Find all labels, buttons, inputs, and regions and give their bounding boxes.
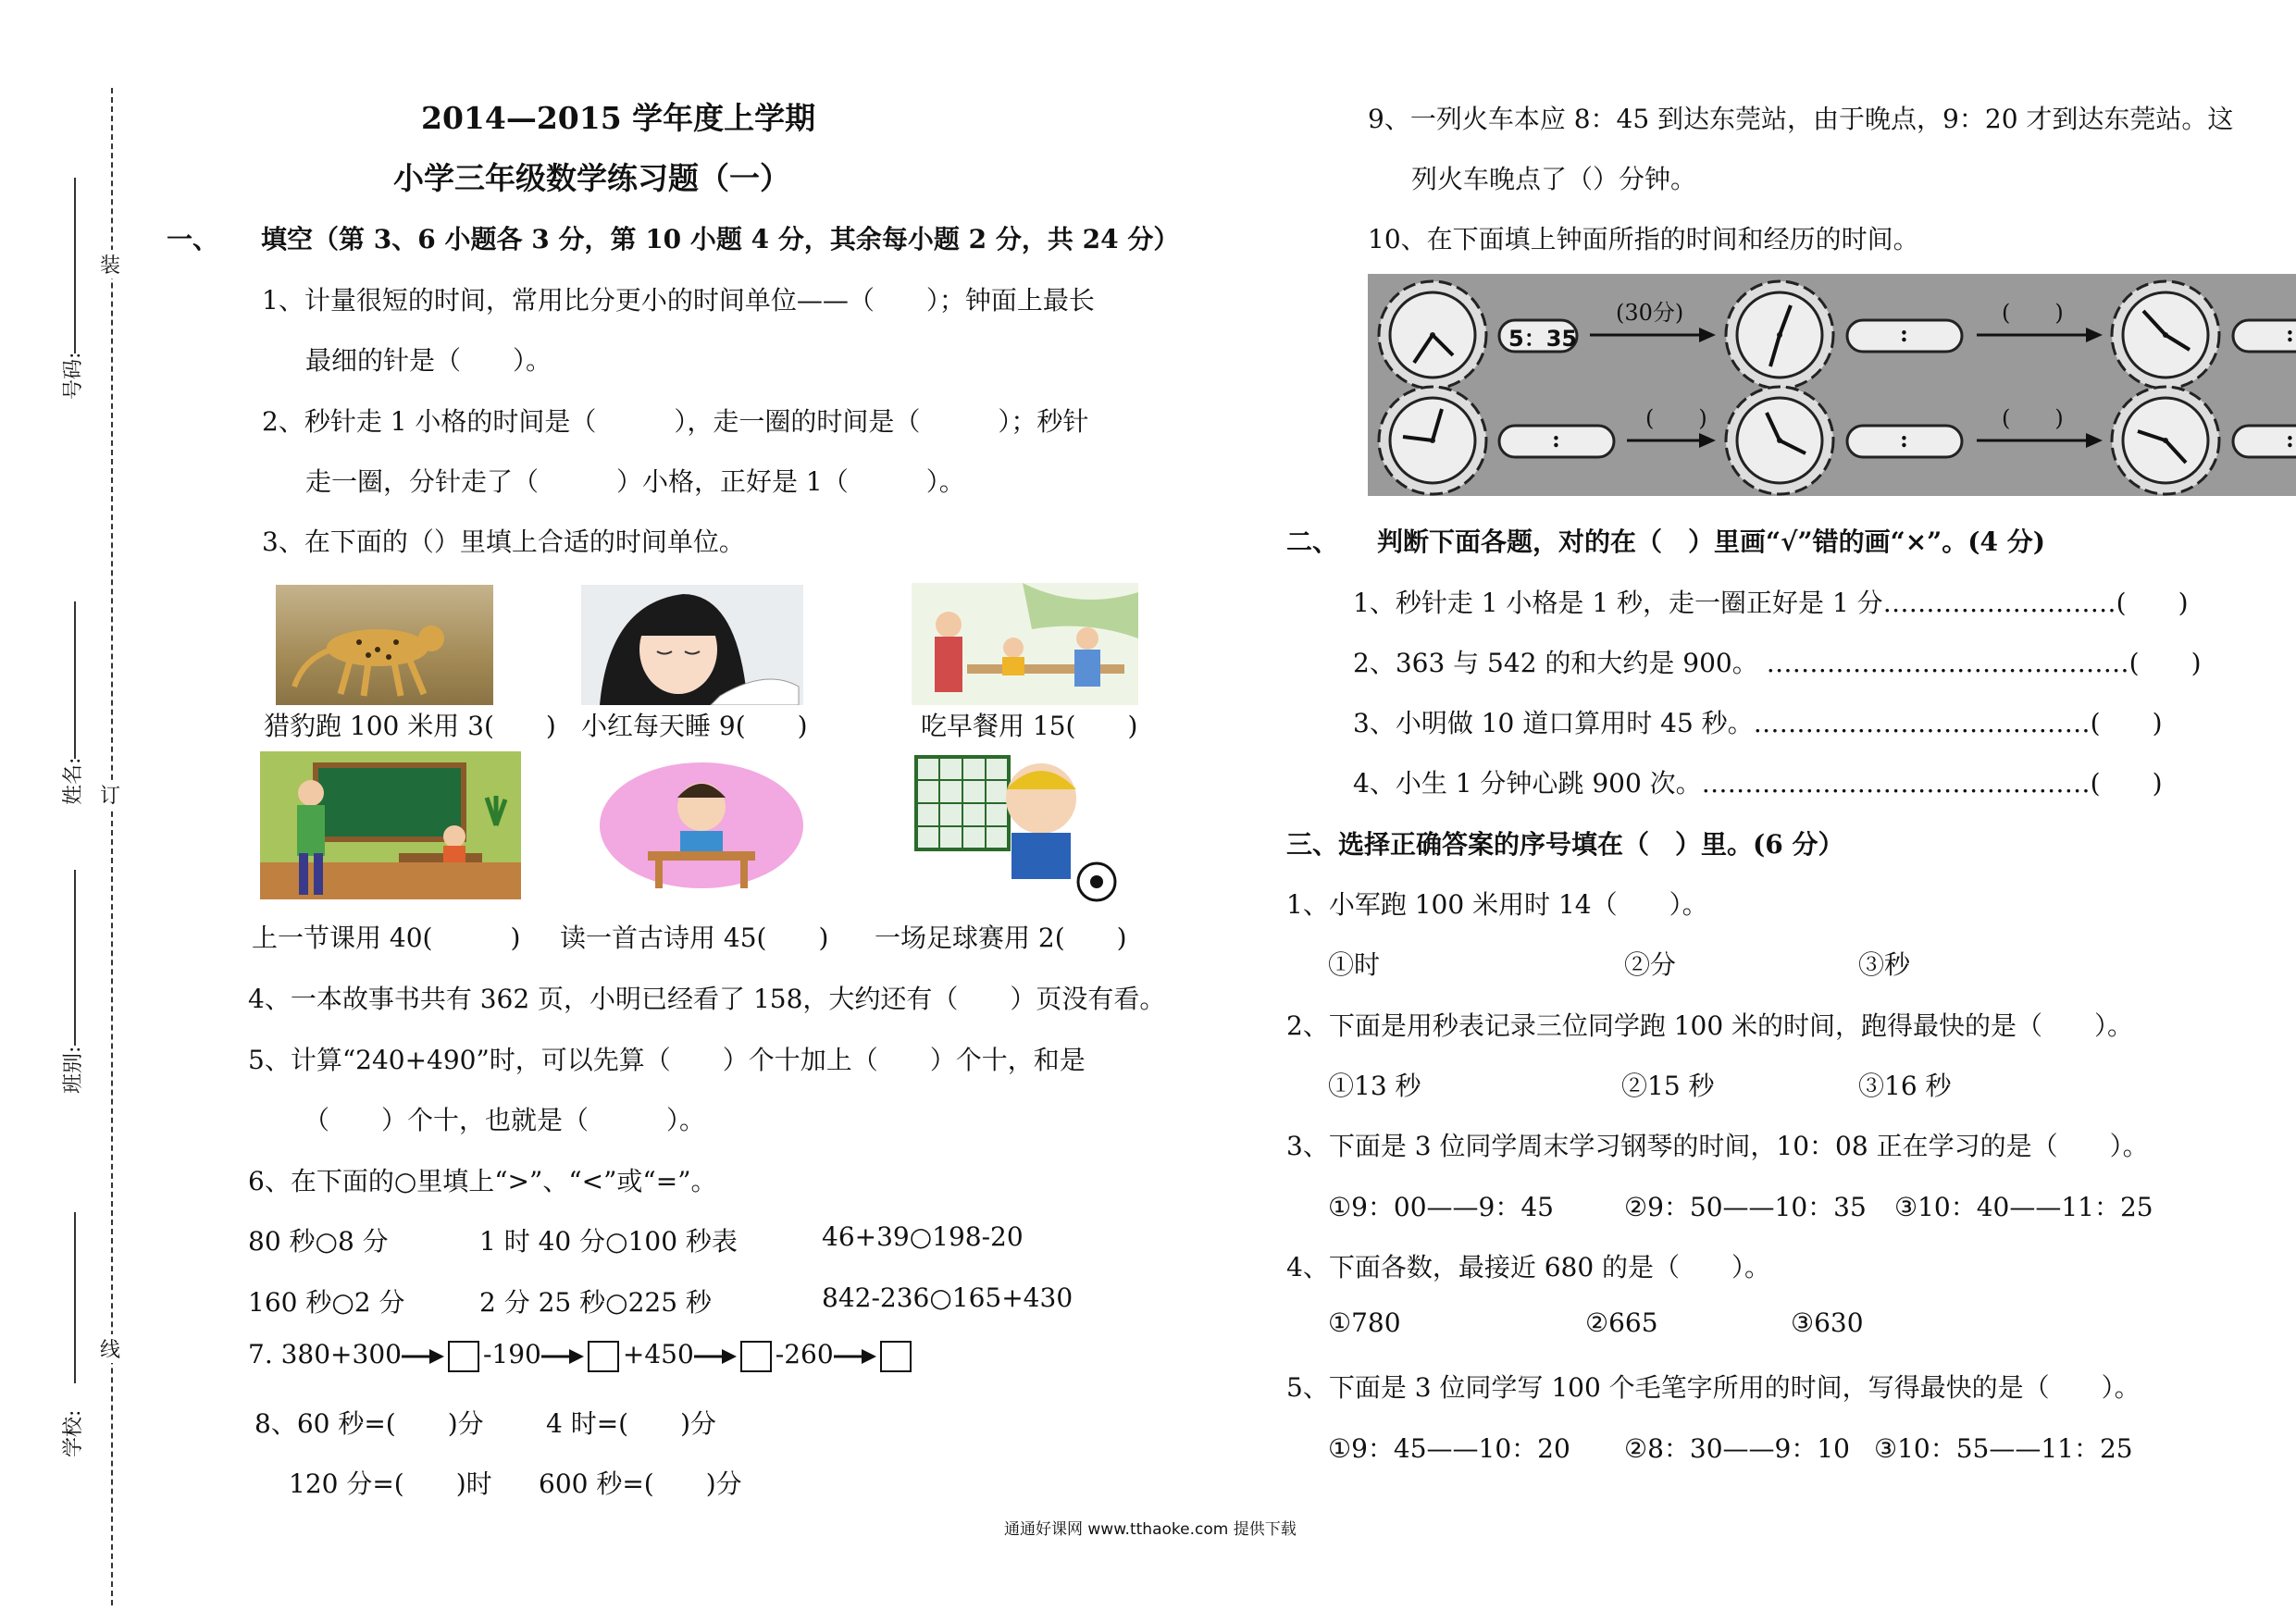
clock-face-icon — [1726, 281, 1833, 389]
clock-figure — [1368, 274, 2296, 496]
q8-item3: 120 分=( )时 — [289, 1468, 492, 1499]
q5-line1: 5、计算“240+490”时，可以先算（ ）个十加上（ ）个十，和是 — [248, 1045, 1086, 1075]
choice-q2-opt2: ②15 秒 — [1621, 1071, 1715, 1101]
caption-poem: 读一首古诗用 45( ) — [560, 923, 829, 953]
choice-q4: 4、下面各数，最接近 680 的是（ ）。 — [1286, 1252, 1771, 1282]
judge-item-3: 3、小明做 10 道口算用时 45 秒。…………………………………( ) — [1353, 708, 2163, 738]
choice-q1-opt1: ①时 — [1328, 949, 1381, 980]
choice-q3-opt1: ①9：00——9：45 — [1328, 1192, 1554, 1222]
arrow-icon — [834, 1347, 876, 1366]
school-label: 学校: — [62, 1409, 85, 1457]
breakfast-image — [912, 583, 1138, 705]
sleeping-girl-image — [581, 585, 803, 705]
page-title: 小学三年级数学练习题（一） — [393, 160, 790, 196]
q9-line1: 9、一列火车本应 8：45 到达东莞站，由于晚点，9：20 才到达东莞站。这 — [1368, 104, 2234, 134]
footer-source: 通通好课网 www.tthaoke.com 提供下载 — [1004, 1520, 1297, 1539]
q1-line2: 最细的针是（ ）。 — [305, 345, 552, 376]
compare-1: 80 秒○8 分 — [248, 1226, 389, 1257]
choice-q5-opt3: ③10：55——11：25 — [1874, 1433, 2133, 1464]
q8-item1: 8、60 秒=( )分 — [254, 1408, 484, 1439]
duration-blank: ( ) — [2002, 405, 2064, 431]
arrow-icon — [402, 1347, 444, 1366]
judge-item-1: 1、秒针走 1 小格是 1 秒，走一圈正好是 1 分………………………( ) — [1353, 588, 2189, 618]
q8-item4: 600 秒=( )分 — [539, 1468, 742, 1499]
q7-op3: -260 — [775, 1339, 834, 1369]
answer-box[interactable] — [448, 1341, 479, 1372]
seat-number-label: 号码: — [62, 352, 85, 400]
bind-mark-ding: 订 — [100, 780, 120, 809]
choice-q5: 5、下面是 3 位同学写 100 个毛笔字所用的时间，写得最快的是（ ）。 — [1286, 1372, 2141, 1403]
q3-instruction: 3、在下面的（）里填上合适的时间单位。 — [262, 527, 745, 557]
q7-chain — [248, 1339, 915, 1372]
answer-box[interactable] — [880, 1341, 912, 1372]
compare-3: 46+39○198-20 — [822, 1221, 1024, 1252]
page-title-year: 2014—2015 学年度上学期 — [421, 100, 816, 136]
q2-line1: 2、秒针走 1 小格的时间是（ ），走一圈的时间是（ ）；秒针 — [262, 406, 1089, 437]
clock-duration: (30分) — [1616, 300, 1684, 326]
choice-q5-opt2: ②8：30——9：10 — [1624, 1433, 1850, 1464]
judge-item-4: 4、小生 1 分钟心跳 900 次。………………………………………( ) — [1353, 768, 2163, 799]
caption-cheetah: 猎豹跑 100 米用 3( ) — [264, 711, 556, 741]
clock-face-icon — [2112, 387, 2219, 494]
cheetah-image — [276, 585, 493, 705]
bind-mark-xian: 线 — [100, 1334, 120, 1363]
time-blank-colon: : — [2286, 426, 2294, 452]
seat-number-line — [74, 178, 76, 353]
clock-face-icon — [1726, 387, 1833, 494]
clock-start-time: 5：35 — [1508, 326, 1578, 352]
compare-6: 842-236○165+430 — [822, 1282, 1074, 1313]
answer-box[interactable] — [740, 1341, 772, 1372]
school-line — [74, 1212, 76, 1383]
section2-heading: 判断下面各题，对的在（ ）里画“√”错的画“×”。(4 分) — [1377, 527, 2046, 557]
choice-q2-opt3: ③16 秒 — [1858, 1071, 1952, 1101]
bind-mark-zhuang: 装 — [100, 250, 120, 279]
q5-line2: （ ）个十，也就是（ ）。 — [304, 1105, 706, 1135]
time-blank-colon: : — [1552, 426, 1560, 452]
clock-face-icon — [1379, 387, 1486, 494]
section1-number: 一、 — [167, 224, 219, 254]
time-blank-colon: : — [1900, 320, 1908, 347]
q2-line2: 走一圈，分针走了（ ）小格，正好是 1（ ）。 — [305, 466, 965, 497]
q9-line2: 列火车晚点了（）分钟。 — [1411, 164, 1697, 194]
caption-football: 一场足球赛用 2( ) — [875, 923, 1127, 953]
judge-item-2: 2、363 与 542 的和大约是 900。 ……………………………………( ) — [1353, 648, 2202, 678]
choice-q2: 2、下面是用秒表记录三位同学跑 100 米的时间，跑得最快的是（ ）。 — [1286, 1010, 2134, 1041]
name-label: 姓名: — [62, 757, 85, 805]
classroom-image — [260, 751, 521, 899]
compare-2: 1 时 40 分○100 秒表 — [479, 1226, 738, 1257]
choice-q3: 3、下面是 3 位同学周末学习钢琴的时间，10：08 正在学习的是（ ）。 — [1286, 1131, 2149, 1161]
choice-q4-opt2: ②665 — [1585, 1307, 1658, 1338]
q4-text: 4、一本故事书共有 362 页，小明已经看了 158，大约还有（ ）页没有看。 — [248, 984, 1166, 1014]
choice-q4-opt3: ③630 — [1791, 1307, 1864, 1338]
duration-blank: ( ) — [2002, 300, 2064, 326]
clock-face-icon — [2112, 281, 2219, 389]
compare-5: 2 分 25 秒○225 秒 — [479, 1287, 712, 1318]
soccer-boy-image — [912, 748, 1124, 905]
time-blank-colon: : — [1900, 426, 1908, 452]
q1-line1: 1、计量很短的时间，常用比分更小的时间单位——（ ）；钟面上最长 — [262, 285, 1095, 316]
q7-start: 7. 380+300 — [248, 1339, 402, 1369]
q8-item2: 4 时=( )分 — [546, 1408, 717, 1439]
q7-op1: -190 — [482, 1339, 541, 1369]
answer-box[interactable] — [588, 1341, 619, 1372]
section2-number: 二、 — [1286, 527, 1339, 557]
q10-instruction: 10、在下面填上钟面所指的时间和经历的时间。 — [1368, 224, 1919, 254]
compare-4: 160 秒○2 分 — [248, 1287, 405, 1318]
choice-q1: 1、小军跑 100 米用时 14（ ）。 — [1286, 889, 1708, 920]
name-line — [74, 601, 76, 759]
choice-q1-opt3: ③秒 — [1858, 949, 1911, 980]
binding-dashed-line — [111, 88, 113, 1605]
class-line — [74, 870, 76, 1046]
choice-q2-opt1: ①13 秒 — [1328, 1071, 1421, 1101]
caption-sleep: 小红每天睡 9( ) — [581, 711, 808, 741]
time-blank-colon: : — [2286, 320, 2294, 347]
choice-q3-opt2: ②9：50——10：35 — [1624, 1192, 1867, 1222]
caption-class: 上一节课用 40( ) — [252, 923, 521, 953]
choice-q3-opt3: ③10：40——11：25 — [1894, 1192, 2153, 1222]
caption-breakfast: 吃早餐用 15( ) — [921, 711, 1138, 741]
q6-instruction: 6、在下面的○里填上“>”、“<”或“=”。 — [248, 1166, 717, 1196]
choice-q5-opt1: ①9：45——10：20 — [1328, 1433, 1570, 1464]
clock-face-icon — [1379, 281, 1486, 389]
arrow-icon — [541, 1347, 584, 1366]
q7-op2: +450 — [622, 1339, 694, 1369]
duration-blank: ( ) — [1645, 405, 1707, 431]
choice-q4-opt1: ①780 — [1328, 1307, 1401, 1338]
section1-heading: 填空（第 3、6 小题各 3 分，第 10 小题 4 分，其余每小题 2 分，共 24 分） — [261, 224, 1180, 254]
choice-q1-opt2: ②分 — [1624, 949, 1677, 980]
reading-boy-image — [592, 751, 810, 899]
section3-heading: 三、选择正确答案的序号填在（ ）里。(6 分） — [1286, 829, 1844, 860]
class-label: 班别: — [62, 1046, 85, 1094]
arrow-icon — [694, 1347, 737, 1366]
